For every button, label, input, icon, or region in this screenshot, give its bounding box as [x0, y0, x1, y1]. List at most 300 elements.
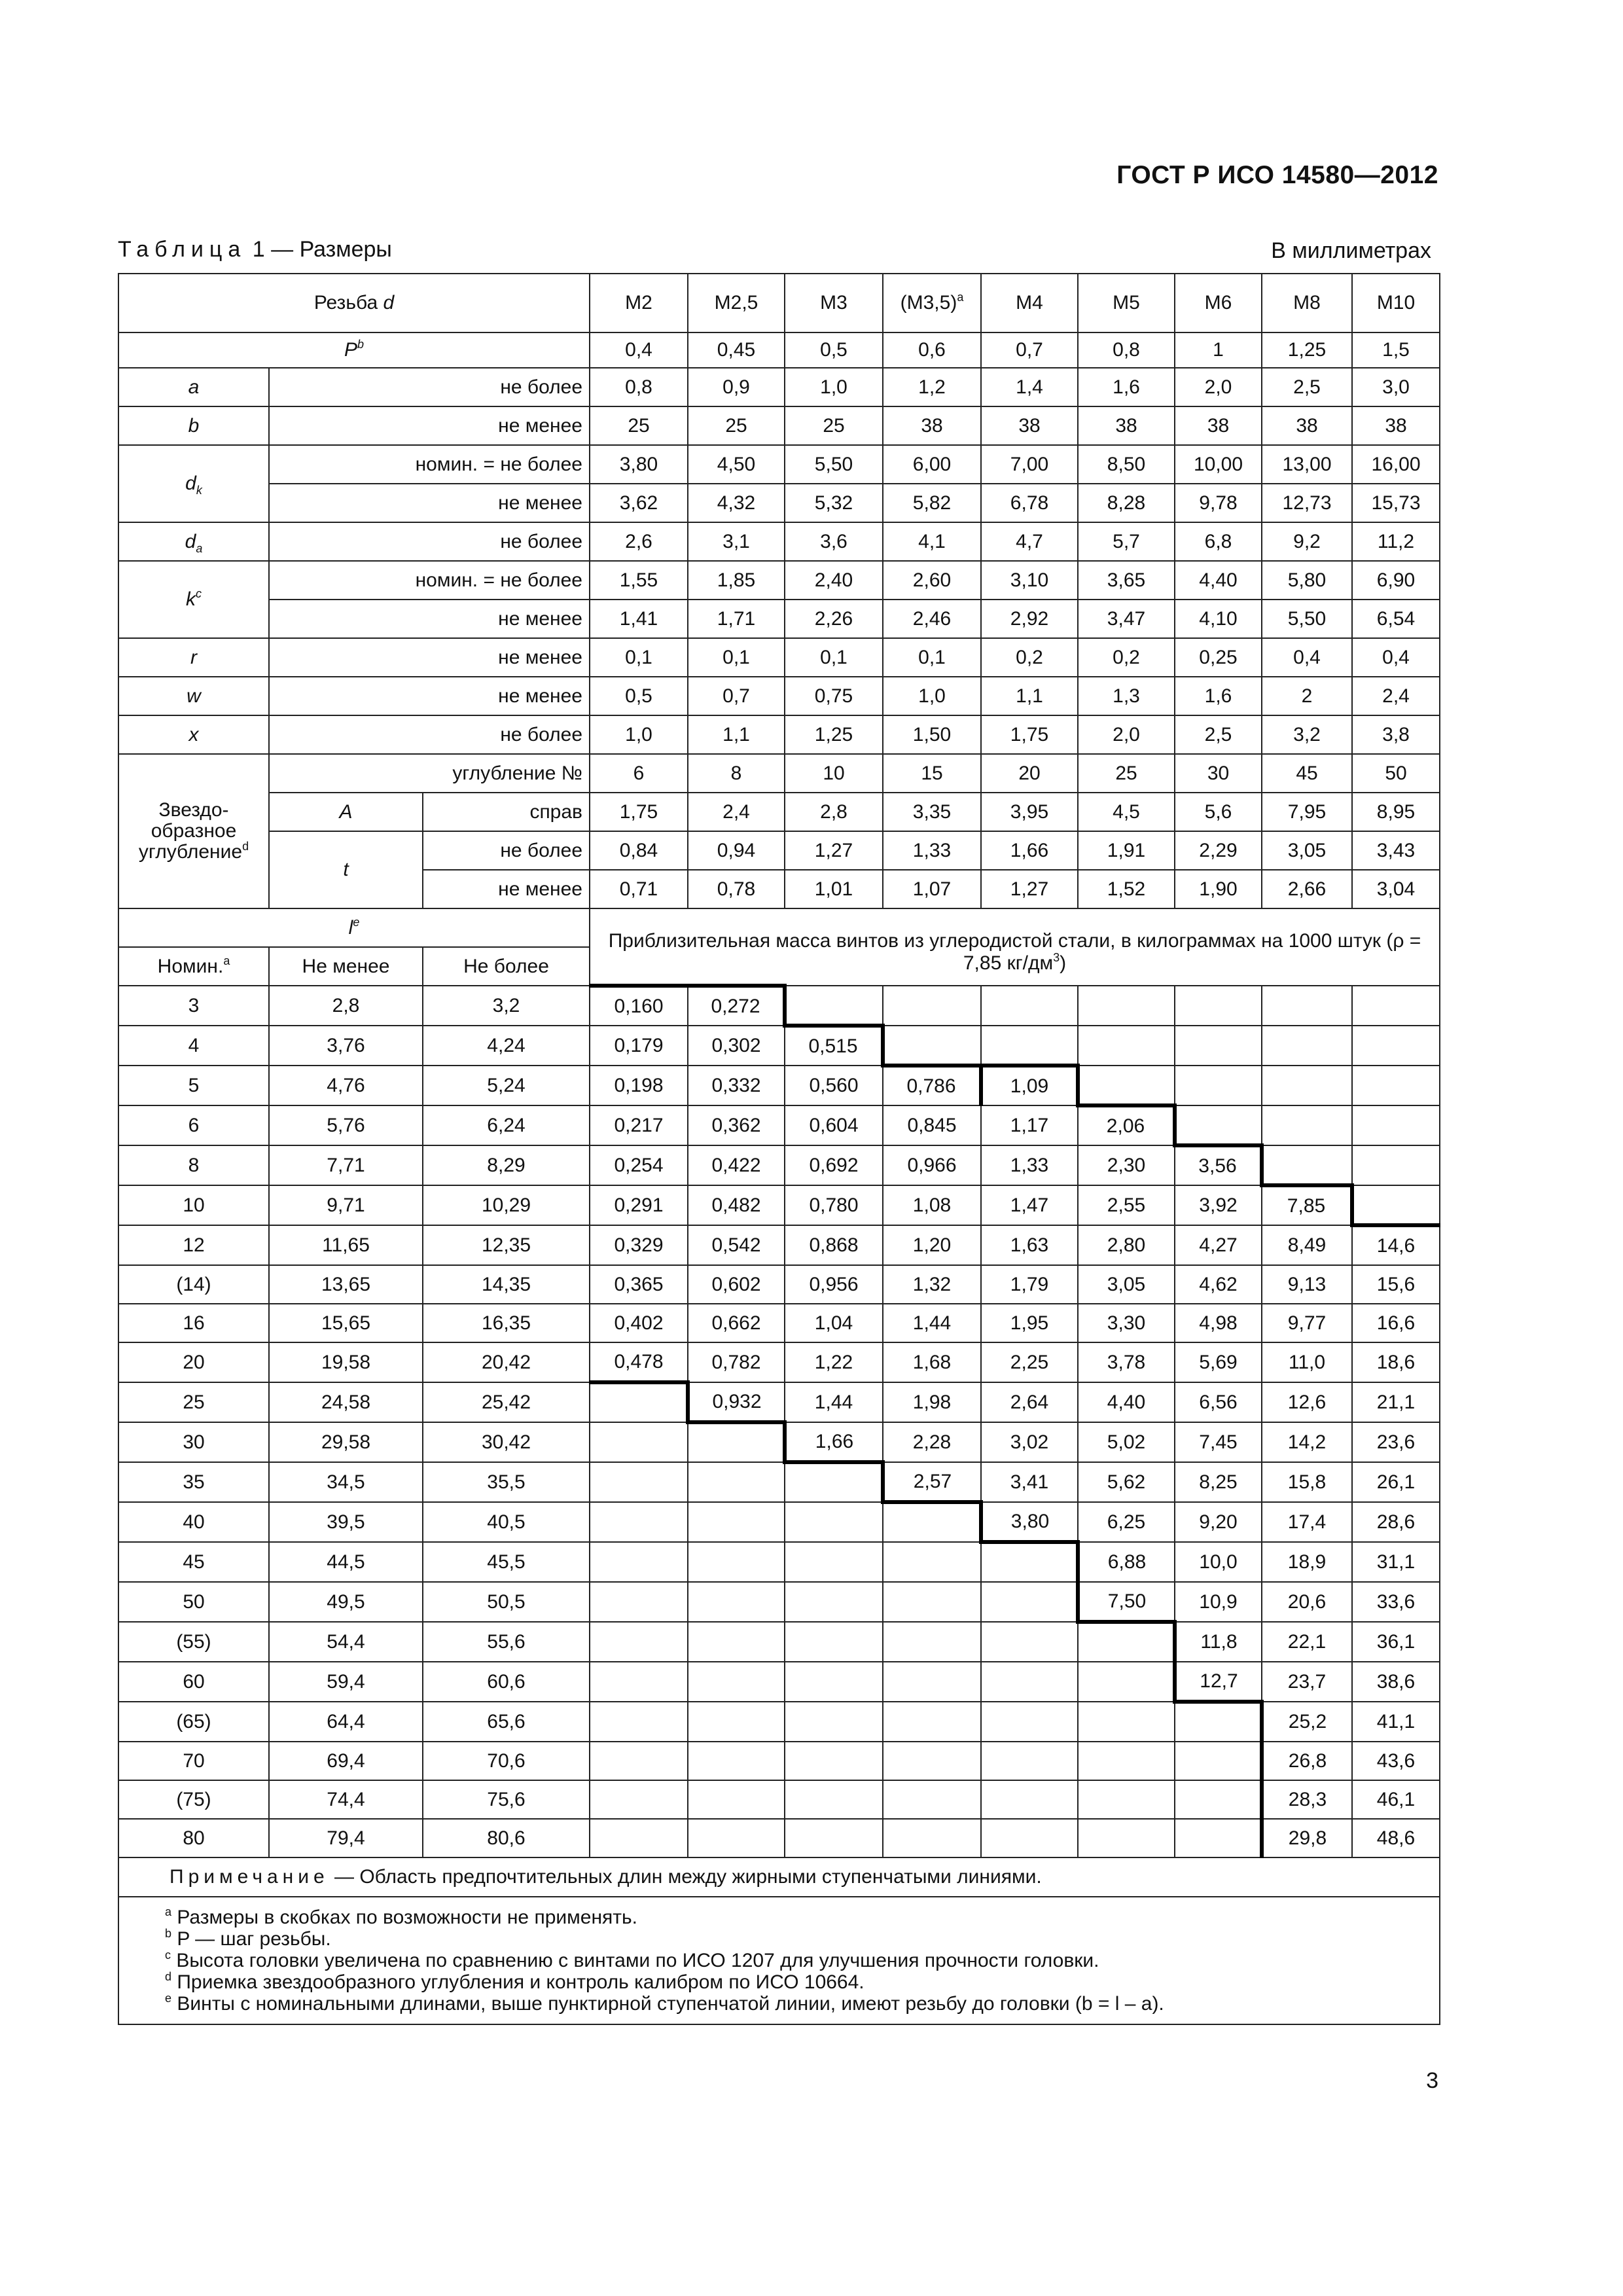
value-cell: 38: [1078, 406, 1175, 445]
length-nom: 35: [118, 1462, 269, 1502]
mass-cell: [883, 1702, 981, 1742]
mass-cell: 0,332: [688, 1066, 785, 1105]
mass-cell: 41,1: [1352, 1702, 1440, 1742]
mass-cell: 0,515: [785, 1026, 883, 1066]
length-min: 19,58: [269, 1342, 423, 1382]
mass-cell: 3,41: [981, 1462, 1078, 1502]
length-min: 24,58: [269, 1382, 423, 1422]
dk-condition-2: не менее: [269, 484, 590, 522]
value-cell: 2,29: [1175, 831, 1262, 870]
mass-cell: 0,662: [688, 1304, 785, 1342]
mass-cell: [883, 1780, 981, 1819]
table-row: [118, 1742, 1440, 1780]
mass-cell: 0,365: [590, 1265, 688, 1304]
mass-cell: 1,63: [981, 1225, 1078, 1265]
length-max: 20,42: [423, 1342, 590, 1382]
value-cell: 0,9: [688, 368, 785, 406]
length-nom: 40: [118, 1502, 269, 1542]
mass-cell: [981, 1622, 1078, 1662]
a-condition: не более: [269, 368, 590, 406]
mass-cell: 1,08: [883, 1185, 981, 1225]
table-row: [118, 677, 1440, 715]
mass-cell: [1078, 986, 1175, 1026]
value-cell: 0,4: [1352, 638, 1440, 677]
mass-title-end: ): [1060, 952, 1067, 974]
thread-size: M5: [1113, 292, 1140, 314]
mass-cell: [688, 1702, 785, 1742]
value-cell: 25: [688, 406, 785, 445]
mass-cell: 21,1: [1352, 1382, 1440, 1422]
recess-no-condition: углубление №: [269, 754, 590, 793]
value-cell: 2,5: [1262, 368, 1352, 406]
length-max: 80,6: [423, 1819, 590, 1857]
table-row: [118, 1622, 1440, 1662]
mass-cell: [1078, 1662, 1175, 1702]
length-nom: 10: [118, 1185, 269, 1225]
mass-cell: [1078, 1026, 1175, 1066]
w-condition: не менее: [269, 677, 590, 715]
value-cell: 2,0: [1078, 715, 1175, 754]
value-cell: 9,78: [1175, 484, 1262, 522]
value-cell: 1,71: [688, 600, 785, 638]
value-cell: 0,5: [590, 677, 688, 715]
value-cell: 1,25: [1262, 332, 1352, 368]
mass-cell: [981, 1662, 1078, 1702]
mass-title-text: Приблизительная масса винтов из углеродистой стали, в килограммах на 1000 штук (ρ = 7,85 кг/дм: [608, 930, 1421, 974]
thread-size: (M3,5): [900, 292, 957, 314]
table-row: [118, 1185, 1440, 1225]
mass-cell: [688, 1662, 785, 1702]
document-title: ГОСТ Р ИСО 14580—2012: [1116, 161, 1438, 189]
table-row: [118, 1582, 1440, 1622]
value-cell: 38: [883, 406, 981, 445]
thread-col-0: [590, 274, 688, 332]
table-row: [118, 1304, 1440, 1342]
value-cell: 2,40: [785, 561, 883, 600]
k-symbol: [118, 561, 269, 638]
mass-cell: 0,254: [590, 1145, 688, 1185]
mass-cell: 1,22: [785, 1342, 883, 1382]
mass-cell: 3,92: [1175, 1185, 1262, 1225]
mass-cell: [1352, 1066, 1440, 1105]
mass-cell: 8,49: [1262, 1225, 1352, 1265]
length-max: 30,42: [423, 1422, 590, 1462]
table-row: [118, 1819, 1440, 1857]
value-cell: 7,00: [981, 445, 1078, 484]
mass-cell: [1078, 1066, 1175, 1105]
value-cell: 3,65: [1078, 561, 1175, 600]
length-max: 14,35: [423, 1265, 590, 1304]
value-cell: 13,00: [1262, 445, 1352, 484]
r-condition: не менее: [269, 638, 590, 677]
mass-cell: 25,2: [1262, 1702, 1352, 1742]
value-cell: 6: [590, 754, 688, 793]
mass-cell: 6,88: [1078, 1542, 1175, 1582]
thread-col-5: [1078, 274, 1175, 332]
value-cell: 2,92: [981, 600, 1078, 638]
length-nom: 3: [118, 986, 269, 1026]
mass-cell: 5,69: [1175, 1342, 1262, 1382]
length-max: 16,35: [423, 1304, 590, 1342]
mass-cell: [981, 1819, 1078, 1857]
mass-cell: [883, 1026, 981, 1066]
length-min: 4,76: [269, 1066, 423, 1105]
value-cell: 3,05: [1262, 831, 1352, 870]
mass-cell: [883, 1742, 981, 1780]
mass-cell: [785, 1502, 883, 1542]
length-min: 34,5: [269, 1462, 423, 1502]
mass-cell: 9,77: [1262, 1304, 1352, 1342]
mass-cell: [688, 1582, 785, 1622]
note-text: — Область предпочтительных длин между жирными ступенчатыми линиями.: [334, 1866, 1042, 1888]
mass-cell: [590, 1819, 688, 1857]
value-cell: 5,80: [1262, 561, 1352, 600]
value-cell: 2,4: [1352, 677, 1440, 715]
table-row: [118, 715, 1440, 754]
table-row: [118, 793, 1440, 831]
length-max: 55,6: [423, 1622, 590, 1662]
table-row: [118, 638, 1440, 677]
value-cell: 0,1: [883, 638, 981, 677]
value-cell: 1,6: [1078, 368, 1175, 406]
mass-cell: [590, 1582, 688, 1622]
pitch-symbol: P: [344, 339, 357, 361]
thread-size: M3: [820, 292, 847, 314]
mass-cell: [688, 1422, 785, 1462]
recess-t-condition-1: не более: [423, 831, 590, 870]
mass-cell: [1175, 1819, 1262, 1857]
value-cell: 2,26: [785, 600, 883, 638]
value-cell: 8,28: [1078, 484, 1175, 522]
table-row: [118, 1026, 1440, 1066]
mass-cell: [981, 1582, 1078, 1622]
mass-cell: 0,478: [590, 1342, 688, 1382]
value-cell: 3,2: [1262, 715, 1352, 754]
length-min: 44,5: [269, 1542, 423, 1582]
b-condition: не менее: [269, 406, 590, 445]
pitch-label: [118, 332, 590, 368]
mass-cell: 38,6: [1352, 1662, 1440, 1702]
value-cell: 1,07: [883, 870, 981, 908]
mass-cell: 2,25: [981, 1342, 1078, 1382]
value-cell: 0,2: [1078, 638, 1175, 677]
table-row: [118, 522, 1440, 561]
length-min: 64,4: [269, 1702, 423, 1742]
mass-cell: [785, 1582, 883, 1622]
mass-cell: [981, 1026, 1078, 1066]
mass-cell: 1,79: [981, 1265, 1078, 1304]
mass-cell: [1078, 1742, 1175, 1780]
mass-cell: 1,66: [785, 1422, 883, 1462]
mass-cell: 26,8: [1262, 1742, 1352, 1780]
value-cell: 25: [785, 406, 883, 445]
dk-condition-1: номин. = не более: [269, 445, 590, 484]
length-min: 79,4: [269, 1819, 423, 1857]
table-row: [118, 1422, 1440, 1462]
mass-cell: [785, 1742, 883, 1780]
value-cell: 20: [981, 754, 1078, 793]
mass-cell: 36,1: [1352, 1622, 1440, 1662]
value-cell: 1,1: [981, 677, 1078, 715]
value-cell: 5,50: [785, 445, 883, 484]
mass-cell: [590, 1780, 688, 1819]
table-row: [118, 986, 1440, 1026]
mass-cell: [688, 1542, 785, 1582]
table-row: [118, 445, 1440, 484]
thread-col-6: [1175, 274, 1262, 332]
mass-cell: 6,56: [1175, 1382, 1262, 1422]
mass-cell: 0,780: [785, 1185, 883, 1225]
mass-cell: 23,6: [1352, 1422, 1440, 1462]
mass-cell: [1175, 1780, 1262, 1819]
value-cell: 3,10: [981, 561, 1078, 600]
length-max: 40,5: [423, 1502, 590, 1542]
value-cell: 38: [1175, 406, 1262, 445]
value-cell: 38: [1262, 406, 1352, 445]
table-row: [118, 1502, 1440, 1542]
table-row: [118, 1462, 1440, 1502]
da-sym: d: [185, 530, 196, 552]
thread-size: M10: [1376, 292, 1416, 314]
mass-cell: 18,9: [1262, 1542, 1352, 1582]
length-min: 13,65: [269, 1265, 423, 1304]
length-nom: 12: [118, 1225, 269, 1265]
value-cell: 7,95: [1262, 793, 1352, 831]
value-cell: 30: [1175, 754, 1262, 793]
mass-cell: [688, 1502, 785, 1542]
table-row: [118, 1225, 1440, 1265]
value-cell: 1,91: [1078, 831, 1175, 870]
value-cell: 2,5: [1175, 715, 1262, 754]
x-condition: не более: [269, 715, 590, 754]
length-nom: (75): [118, 1780, 269, 1819]
footnote-mark: b: [165, 1927, 172, 1940]
k-condition-2: не менее: [269, 600, 590, 638]
thread-col-7: [1262, 274, 1352, 332]
dk-sub: k: [196, 484, 202, 497]
mass-cell: 28,6: [1352, 1502, 1440, 1542]
mass-cell: [883, 1819, 981, 1857]
k-condition-1: номин. = не более: [269, 561, 590, 600]
length-max: 35,5: [423, 1462, 590, 1502]
mass-cell: 12,7: [1175, 1662, 1262, 1702]
mass-cell: 0,560: [785, 1066, 883, 1105]
mass-cell: [1352, 1145, 1440, 1185]
value-cell: 2: [1262, 677, 1352, 715]
length-nom: (14): [118, 1265, 269, 1304]
mass-cell: 3,30: [1078, 1304, 1175, 1342]
footnote-text: Размеры в скобках по возможности не применять.: [177, 1907, 637, 1928]
table-row: [118, 1265, 1440, 1304]
value-cell: 0,5: [785, 332, 883, 368]
mass-cell: 2,30: [1078, 1145, 1175, 1185]
footnote: [165, 1907, 1434, 1928]
value-cell: 0,71: [590, 870, 688, 908]
mass-cell: 20,6: [1262, 1582, 1352, 1622]
mass-cell: 0,868: [785, 1225, 883, 1265]
mass-cell: 3,02: [981, 1422, 1078, 1462]
value-cell: 9,2: [1262, 522, 1352, 561]
mass-cell: 0,542: [688, 1225, 785, 1265]
value-cell: 1,25: [785, 715, 883, 754]
thread-col-8: [1352, 274, 1440, 332]
value-cell: 0,78: [688, 870, 785, 908]
mass-cell: 9,13: [1262, 1265, 1352, 1304]
length-nom: 45: [118, 1542, 269, 1582]
mass-cell: [590, 1662, 688, 1702]
page-number: 3: [1426, 2068, 1438, 2093]
mass-cell: [1262, 1066, 1352, 1105]
recess-t-condition-2: не менее: [423, 870, 590, 908]
length-nom: 5: [118, 1066, 269, 1105]
mass-cell: 0,932: [688, 1382, 785, 1422]
length-max: 75,6: [423, 1780, 590, 1819]
value-cell: 16,00: [1352, 445, 1440, 484]
length-min: 69,4: [269, 1742, 423, 1780]
nom-label: Номин.: [157, 955, 224, 977]
value-cell: 1,01: [785, 870, 883, 908]
mass-cell: [785, 1542, 883, 1582]
length-min: 39,5: [269, 1502, 423, 1542]
value-cell: 5,82: [883, 484, 981, 522]
length-min: 5,76: [269, 1105, 423, 1145]
mass-cell: 0,782: [688, 1342, 785, 1382]
footnote-text: Приемка звездообразного углубления и контроль калибром по ИСО 10664.: [177, 1971, 865, 1993]
mass-cell: 28,3: [1262, 1780, 1352, 1819]
mass-cell: [785, 1662, 883, 1702]
mass-cell: [1175, 986, 1262, 1026]
value-cell: 1,27: [785, 831, 883, 870]
table-row: [118, 754, 1440, 793]
length-nom: 25: [118, 1382, 269, 1422]
value-cell: 0,4: [590, 332, 688, 368]
mass-cell: 0,482: [688, 1185, 785, 1225]
mass-cell: 43,6: [1352, 1742, 1440, 1780]
dimensions-table-wrap: [118, 273, 1440, 2025]
value-cell: 3,47: [1078, 600, 1175, 638]
thread-header: [118, 274, 590, 332]
mass-cell: 4,27: [1175, 1225, 1262, 1265]
value-cell: 1,75: [590, 793, 688, 831]
value-cell: 0,2: [981, 638, 1078, 677]
length-nom: 20: [118, 1342, 269, 1382]
mass-cell: 7,50: [1078, 1582, 1175, 1622]
mass-cell: [1175, 1702, 1262, 1742]
mass-cell: [883, 1582, 981, 1622]
table-row: [118, 1145, 1440, 1185]
mass-cell: [1078, 1819, 1175, 1857]
mass-cell: 0,786: [883, 1066, 981, 1105]
value-cell: 4,1: [883, 522, 981, 561]
table-row: [118, 484, 1440, 522]
b-symbol: b: [118, 406, 269, 445]
mass-cell: [883, 1502, 981, 1542]
dk-symbol: [118, 445, 269, 522]
value-cell: 0,4: [1262, 638, 1352, 677]
value-cell: 8: [688, 754, 785, 793]
da-condition: не более: [269, 522, 590, 561]
x-symbol: x: [118, 715, 269, 754]
value-cell: 25: [590, 406, 688, 445]
value-cell: 45: [1262, 754, 1352, 793]
thread-size: M8: [1293, 292, 1321, 314]
mass-cell: [883, 986, 981, 1026]
value-cell: 1,0: [883, 677, 981, 715]
table-row: [118, 406, 1440, 445]
value-cell: 15,73: [1352, 484, 1440, 522]
value-cell: 6,8: [1175, 522, 1262, 561]
mass-cell: 2,28: [883, 1422, 981, 1462]
value-cell: 1,41: [590, 600, 688, 638]
k-sym: k: [186, 588, 196, 610]
length-max: 25,42: [423, 1382, 590, 1422]
footnote-text: Высота головки увеличена по сравнению с винтами по ИСО 1207 для улучшения прочности головки.: [176, 1950, 1099, 1971]
mass-cell: [590, 1382, 688, 1422]
table-row: [118, 908, 1440, 947]
table-row: [118, 600, 1440, 638]
length-min: 74,4: [269, 1780, 423, 1819]
footnote-text: P — шаг резьбы.: [177, 1928, 331, 1950]
mass-cell: [1352, 986, 1440, 1026]
mass-cell: 16,6: [1352, 1304, 1440, 1342]
recess-A-symbol: A: [269, 793, 423, 831]
mass-cell: [981, 986, 1078, 1026]
footnote-mark: a: [957, 291, 964, 304]
length-min: 49,5: [269, 1582, 423, 1622]
mass-cell: 0,956: [785, 1265, 883, 1304]
table-row: [118, 1702, 1440, 1742]
length-nom: 70: [118, 1742, 269, 1780]
thread-col-2: [785, 274, 883, 332]
value-cell: 0,8: [1078, 332, 1175, 368]
mass-cell: 1,32: [883, 1265, 981, 1304]
mass-cell: 1,33: [981, 1145, 1078, 1185]
mass-cell: 1,95: [981, 1304, 1078, 1342]
mass-cell: 0,272: [688, 986, 785, 1026]
footnote-mark: d: [242, 840, 249, 853]
mass-cell: 2,80: [1078, 1225, 1175, 1265]
mass-cell: 0,422: [688, 1145, 785, 1185]
mass-cell: [1175, 1066, 1262, 1105]
mass-cell: 22,1: [1262, 1622, 1352, 1662]
mass-cell: [1352, 1105, 1440, 1145]
mass-cell: 0,160: [590, 986, 688, 1026]
length-min: 2,8: [269, 986, 423, 1026]
mass-cell: 3,80: [981, 1502, 1078, 1542]
thread-size: M2: [625, 292, 652, 314]
mass-cell: [1175, 1105, 1262, 1145]
mass-cell: 5,62: [1078, 1462, 1175, 1502]
length-nom: 80: [118, 1819, 269, 1857]
value-cell: 1,1: [688, 715, 785, 754]
value-cell: 0,6: [883, 332, 981, 368]
nom-header: [118, 947, 269, 986]
mass-cell: 23,7: [1262, 1662, 1352, 1702]
table-caption-title: 1 — Размеры: [252, 237, 392, 262]
value-cell: 0,45: [688, 332, 785, 368]
recess-A-condition: справ: [423, 793, 590, 831]
footnote-mark: a: [165, 1905, 172, 1918]
mass-cell: [1352, 1185, 1440, 1225]
mass-cell: 15,6: [1352, 1265, 1440, 1304]
length-min: 3,76: [269, 1026, 423, 1066]
footnote: [165, 1971, 1434, 1993]
value-cell: 1,4: [981, 368, 1078, 406]
mass-cell: [981, 1780, 1078, 1819]
value-cell: 10: [785, 754, 883, 793]
da-symbol: [118, 522, 269, 561]
mass-cell: [1262, 1145, 1352, 1185]
